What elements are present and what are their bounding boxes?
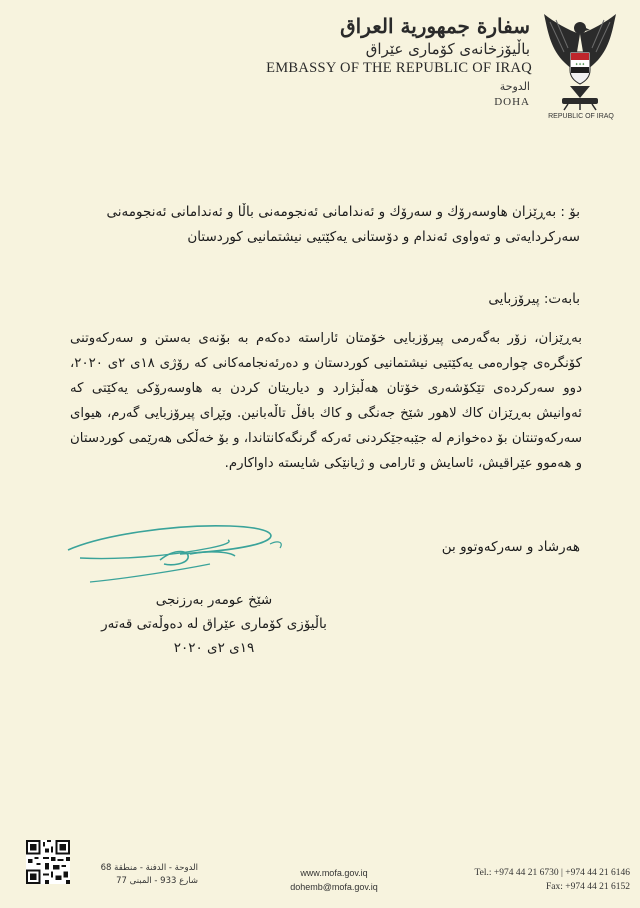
footer-fax: Fax: +974 44 21 6152	[546, 882, 630, 892]
city-english: DOHA	[494, 96, 530, 108]
signatory-name: شێخ عومەر بەرزنجی	[155, 592, 273, 608]
addressee: بۆ : بەڕێزان هاوسەرۆك و سەرۆك و ئەندامانی ئەنجومەنی باڵا و ئەندامانی ئەنجومەنی سەرکردایەتی و تەواوی ئەندام و دۆستانی یەکێتیی نیشتمانیی کوردستان	[106, 204, 580, 245]
city-arabic: الدوحة	[499, 80, 530, 93]
letter-body: بەڕێزان، زۆر بەگەرمی پیرۆزبایی خۆمتان ئاراستە دەکەم بە بۆنەی بەستن و سەرکەوتنی کۆنگرەی چوارەمی یەکێتیی نیشتمانیی کوردستان و دەرئەنجامەکانی کە رۆژی ١٨ی ٢ی ٢٠٢٠، دوو سەرکردەی تێکۆشەری خۆتان هەڵبژارد و دیاریتان کردن بە هاوسەرۆکی یەکێتی کە ئەوانیش بەڕێزان کاك لاهور شێخ جەنگی و کاك بافڵ تاڵەبانین. وێڕای پیرۆزبایی گەرم، هیوای سەرکەوتنتان بۆ دەخوازم لە جێبەجێکردنی ئەرکە گرنگەکانتاندا، و بۆ خەڵکی هەرێمی کوردستان و هەموو عێراقیش، ئاسایش و ئارامی و ژیانێکی شایستە داواکارم.	[70, 331, 583, 471]
signature-date: ١٩ی ٢ی ٢٠٢٠	[173, 640, 255, 656]
embassy-name-kurdish: باڵیۆزخانەی کۆماری عێراق	[365, 40, 530, 58]
footer-address-line-2: شارع 933 - المبنى 77	[116, 876, 198, 886]
signatory-title: باڵیۆزی کۆماری عێراق لە دەوڵەتی قەتەر	[101, 616, 327, 632]
footer-address-line-1: الدوحة - الدفنة - منطقة 68	[100, 863, 198, 873]
footer-address	[78, 862, 198, 888]
embassy-name-arabic: سفارة جمهورية العراق	[340, 14, 530, 38]
footer-contact	[400, 866, 630, 894]
footer-email-link[interactable]: dohemb@mofa.gov.iq	[290, 882, 378, 892]
closing-line: هەرشاد و سەرکەوتوو بن	[441, 539, 580, 555]
footer-website-link[interactable]: www.mofa.gov.iq	[300, 868, 368, 878]
footer-tel: Tel.: +974 44 21 6730 | +974 44 21 6146	[474, 868, 630, 878]
eagle-emblem-icon	[540, 12, 620, 112]
qr-code-icon	[26, 840, 70, 884]
emblem-caption: REPUBLIC OF IRAQ	[548, 113, 614, 120]
subject-line: بابەت: پیرۆزبایی	[488, 291, 580, 307]
svg-text:✦✦✦: ✦✦✦	[574, 61, 586, 67]
footer-web	[264, 866, 404, 894]
embassy-name-english: EMBASSY OF THE REPUBLIC OF IRAQ	[266, 60, 532, 76]
